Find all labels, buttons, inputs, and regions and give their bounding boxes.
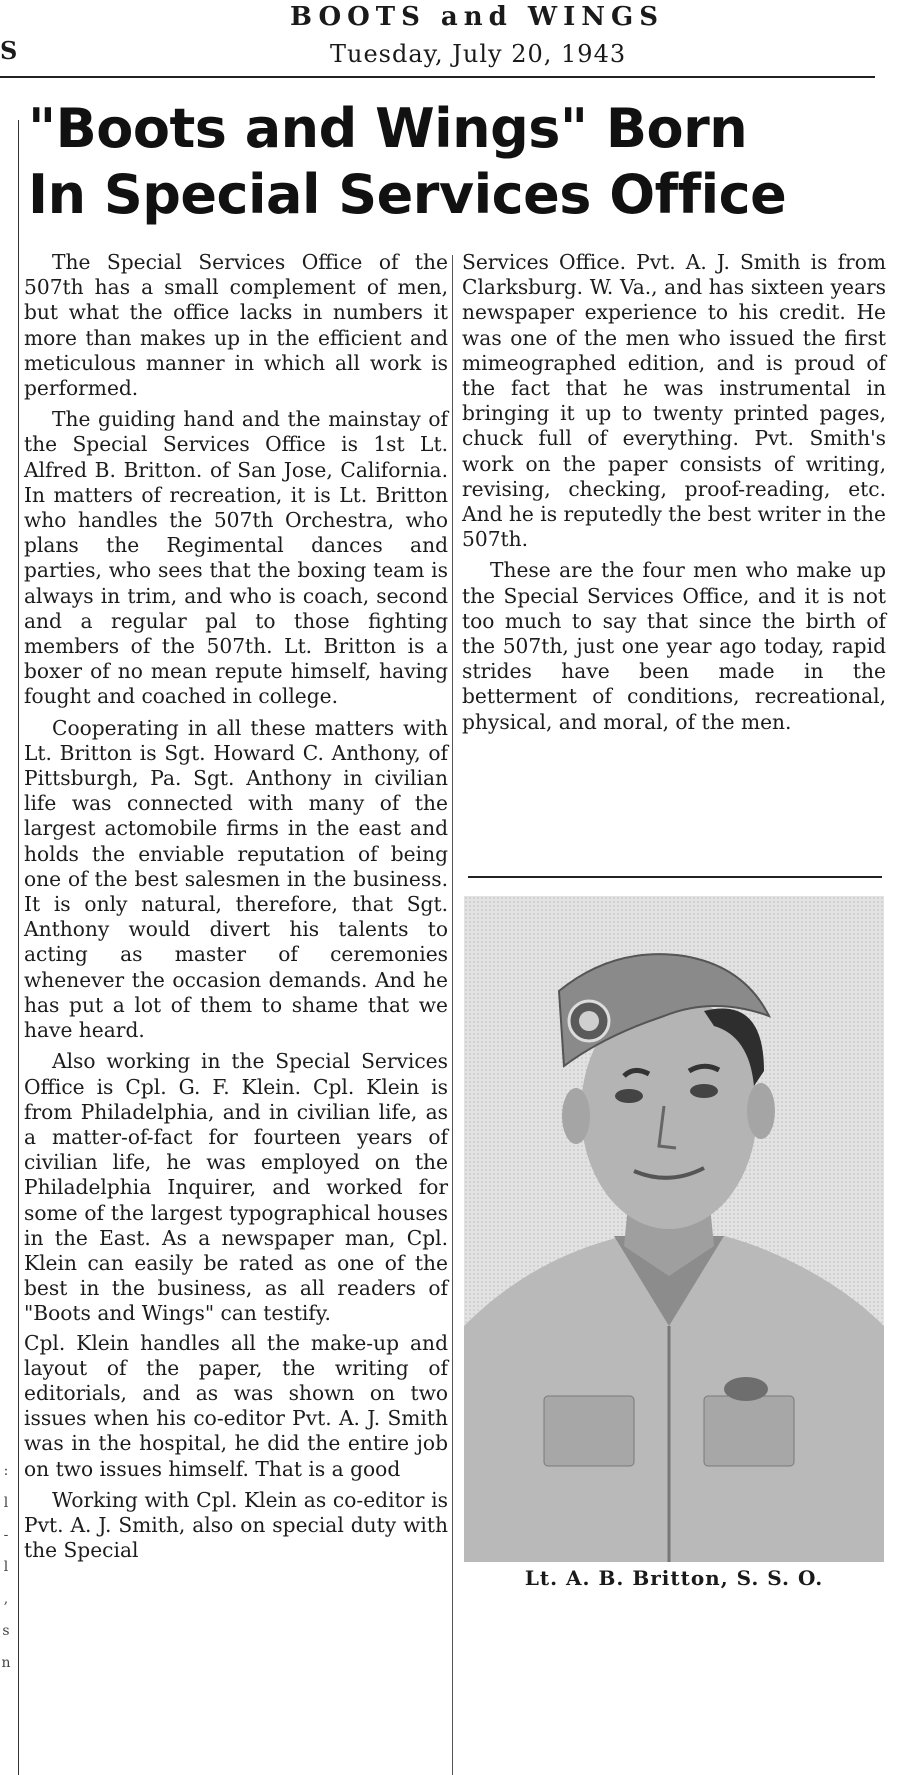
headline-line-2: In Special Services Office: [28, 163, 787, 226]
article-headline: [28, 96, 908, 228]
column-divider: [452, 255, 453, 1775]
article-column-1: [24, 250, 448, 1569]
left-column-rule: [18, 120, 19, 1775]
masthead-date: Tuesday, July 20, 1943: [330, 40, 627, 68]
portrait-photo: [464, 896, 884, 1562]
masthead-rule: [0, 76, 875, 78]
article-column-2: [462, 250, 886, 741]
masthead-title: BOOTS and WINGS: [290, 2, 665, 32]
margin-fragment: : l - l , s n: [1, 1463, 11, 1671]
photo-rule: [468, 876, 882, 878]
paragraph: Also working in the Special Services Office is Cpl. G. F. Klein. Cpl. Klein is from Philadelphia, and in civilian life, as a matter-of-fact for fourteen years of civilian life, he was employed on the Philadelphia Inquirer, and worked for some of the largest typographical houses in the East. As a newspaper man, Cpl. Klein can easily be rated as one of the best in the business, as all readers of "Boots and Wings" can testify.: [24, 1049, 448, 1326]
photo-caption: Lt. A. B. Britton, S. S. O.: [524, 1566, 824, 1590]
headline-line-1: "Boots and Wings" Born: [28, 97, 748, 160]
paragraph: These are the four men who make up the Special Services Office, and it is not too much to say that since the birth of the 507th, just one year ago today, rapid strides have been made in the betterment of conditions, recreational, physical, and moral, of the men.: [462, 558, 886, 734]
paragraph: The guiding hand and the mainstay of the Special Services Office is 1st Lt. Alfred B. Britton. of San Jose, California. In matters of recreation, it is Lt. Britton who handles the 507th Orchestra, who plans the Regimental dances and parties, who sees that the boxing team is always in trim, and who is coach, second and a regular pal to those fighting members of the 507th. Lt. Britton is a boxer of no mean repute himself, having fought and coached in college.: [24, 407, 448, 709]
paragraph: Services Office. Pvt. A. J. Smith is from Clarksburg. W. Va., and has sixteen years newspaper experience to his credit. He was one of the men who issued the first mimeographed edition, and is proud of the fact that he was instrumental in bringing it up to twenty printed pages, chuck full of everything. Pvt. Smith's work on the paper consists of writing, revising, checking, proof-reading, etc. And he is reputedly the best writer in the 507th.: [462, 250, 886, 552]
paragraph: Cooperating in all these matters with Lt. Britton is Sgt. Howard C. Anthony, of Pittsburgh, Pa. Sgt. Anthony in civilian life was connected with many of the largest actomobile firms in the east and holds the enviable reputation of being one of the best salesmen in the business. It is only natural, therefore, that Sgt. Anthony would divert his talents to acting as master of ceremonies whenever the occasion demands. And he has put a lot of them to shame that we have heard.: [24, 715, 448, 1043]
paragraph: Working with Cpl. Klein as co-editor is Pvt. A. J. Smith, also on special duty with the Special: [24, 1487, 448, 1563]
paragraph: The Special Services Office of the 507th has a small complement of men, but what the office lacks in numbers it more than makes up in the efficient and meticulous manner in which all work is performed.: [24, 250, 448, 401]
edge-fragment: S: [0, 36, 18, 65]
paragraph: Cpl. Klein handles all the make-up and layout of the paper, the writing of editorials, and as was shown on two issues when his co-editor Pvt. A. J. Smith was in the hospital, he did the entire job on two issues himself. That is a good: [24, 1330, 448, 1481]
